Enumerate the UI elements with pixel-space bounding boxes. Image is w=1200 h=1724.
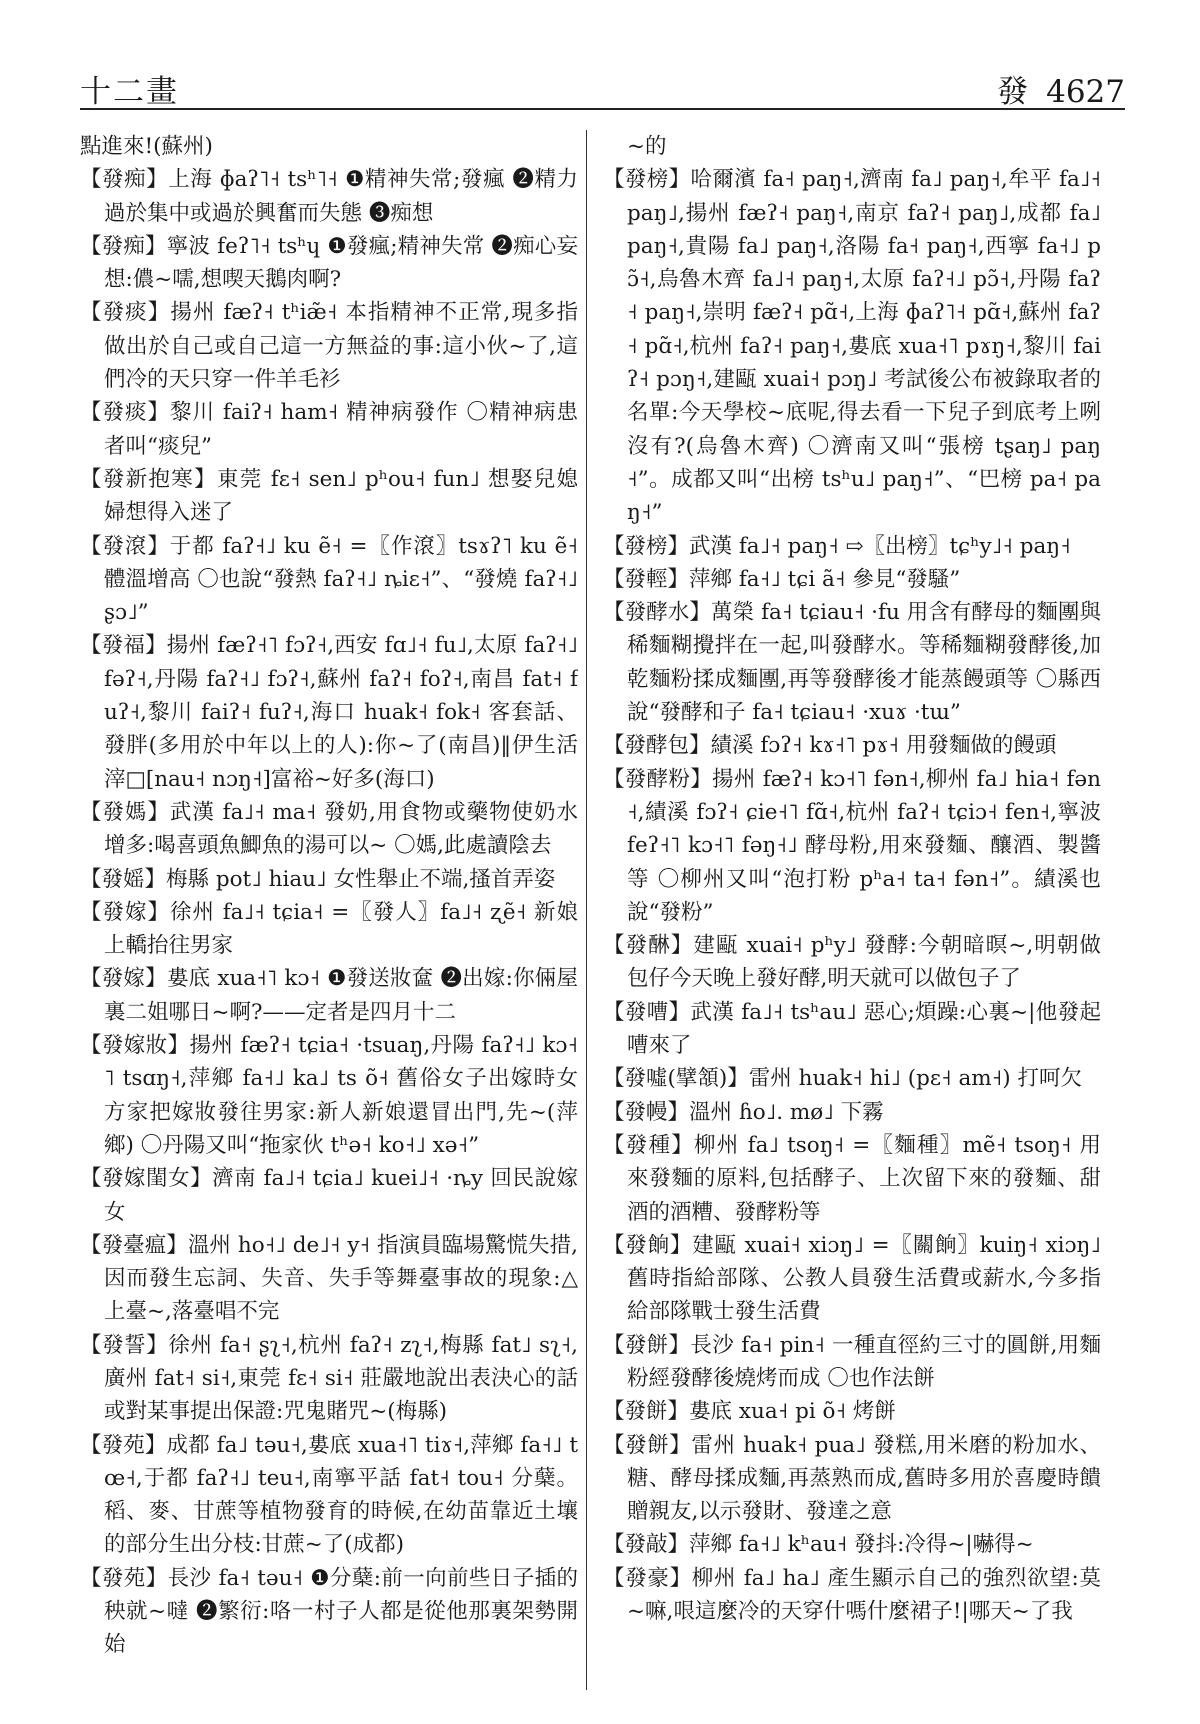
- dictionary-entry: [80, 163, 578, 230]
- left-column: [80, 130, 578, 1700]
- entry-headword: 【發幔】: [603, 1099, 690, 1125]
- entry-definition: 揚州 fæʔ˧˥ fɔʔ˧,西安 fɑ˩˧ fu˩,太原 faʔ˧˩ fəʔ˧,丹陽 faʔ˧˩ fɔʔ˧,蘇州 faʔ˧ foʔ˧,南昌 fat˧ fuʔ˧,黎川 faiʔ˧ fuʔ˧,海口 huak˧ fok˧ 客套話、發胖(多用於中年以上的人):你~了(南昌)‖伊生活滓□[nau˧ nɔŋ˧]富裕~好多(海口): [104, 633, 578, 792]
- dictionary-entry: [603, 163, 1101, 529]
- entry-definition: 點進來!(蘇州): [80, 134, 213, 159]
- entry-definition: 揚州 fæʔ˧ tʰiæ̃˧ 本指精神不正常,現多指做出於自己或自己這一方無益的事:這小伙~了,這們冷的天只穿一件羊毛衫: [104, 300, 578, 393]
- entry-definition: 溫州 ho˧˩ de˩˧ y˧ 指演員臨場驚慌失措,因而發生忘詞、失音、失手等舞臺事故的現象:△上臺~,落臺唱不完: [104, 1232, 578, 1325]
- entry-definition: 梅縣 pot˩ hiau˩ 女性舉止不端,搔首弄姿: [166, 866, 556, 892]
- entry-headword: 【發滾】: [80, 533, 170, 559]
- entry-headword: 【發酵水】: [603, 600, 711, 626]
- right-column: [603, 130, 1101, 1700]
- dictionary-entry: [80, 396, 578, 463]
- entry-headword: 【發嫁閨女】: [80, 1166, 213, 1192]
- dictionary-entry: [603, 1329, 1101, 1396]
- entry-headword: 【發臺瘟】: [80, 1232, 188, 1258]
- entry-definition: 柳州 fa˩ tsoŋ˧ =〖麵種〗mẽ˧ tsoŋ˧ 用來發麵的原料,包括酵子、上次留下來的發麵、甜酒的酒糟、發酵粉等: [627, 1132, 1101, 1225]
- entry-definition: 寧波 feʔ˥˧ tsʰɥ ❶發瘋;精神失常 ❷痴心妄想:儂~嚅,想喫天鵝肉啊?: [104, 233, 578, 293]
- dictionary-entry: [603, 1395, 1101, 1428]
- entry-definition: 東莞 fɛ˧ sen˩ pʰou˧ fun˩ 想娶兒媳婦想得入迷了: [104, 466, 578, 526]
- entry-definition: 濟南 fa˩˧ tɕia˩ kuei˩˧ ·ȵy 回民說嫁女: [104, 1166, 578, 1225]
- dictionary-entry: [603, 563, 1101, 596]
- entry-headword: 【發豪】: [603, 1565, 692, 1591]
- entry-headword: 【發榜】: [603, 533, 690, 559]
- dictionary-entry: [603, 996, 1101, 1063]
- entry-headword: 【發新抱寒】: [80, 466, 217, 492]
- entry-headword: 【發輕】: [603, 566, 690, 592]
- page-label: [997, 66, 1125, 111]
- page-number: 4627: [1046, 74, 1125, 110]
- entry-headword: 【發苑】: [80, 1565, 168, 1591]
- entry-headword: 【發嘈】: [603, 999, 691, 1025]
- entry-headword: 【發嫁妝】: [80, 1033, 190, 1059]
- entry-definition: 婁底 xua˧ pi õ˧ 烤餅: [689, 1399, 896, 1425]
- entry-headword: 【發苑】: [80, 1432, 167, 1458]
- entry-headword: 【發酵包】: [603, 733, 711, 759]
- dictionary-entry: [80, 230, 578, 297]
- entry-definition: 柳州 fa˩ ha˩ 產生顯示自己的強烈欲望:莫~嘛,哏這麼冷的天穿什嗎什麼裙子!|哪天~了我: [627, 1565, 1101, 1625]
- entry-headword: 【發酵粉】: [603, 766, 713, 792]
- dictionary-entry: [603, 1129, 1101, 1229]
- dictionary-entry: [603, 929, 1101, 996]
- dictionary-entry: [80, 796, 578, 863]
- entry-definition: 成都 fa˩ təu˧,婁底 xua˧˥ tiɤ˧,萍鄉 fa˧˩ tœ˧,于都 faʔ˧˩ teu˧,南寧平話 fat˧ tou˧ 分蘖。稻、麥、甘蔗等植物發育的時候,在幼苗靠近土壤的部分生出分枝:甘蔗~了(成都): [104, 1432, 578, 1558]
- dictionary-entry: [603, 530, 1101, 563]
- entry-definition: 長沙 fa˧ pin˧ 一種直徑約三寸的圓餅,用麵粉經發酵後燒烤而成 〇也作法餅: [627, 1332, 1101, 1391]
- entry-definition: 萬榮 fa˧ tɕiau˧ ·fu 用含有酵母的麵團與稀麵糊攪拌在一起,叫發酵水。等稀麵糊發酵後,加乾麵粉揉成麵團,再等發酵後才能蒸饅頭等 〇縣西說“發酵和子 fa˧ tɕiau˧ ·xuɤ ·tɯ”: [627, 600, 1101, 726]
- entry-headword: 【發種】: [603, 1132, 695, 1158]
- entry-headword: 【發痴】: [80, 233, 167, 259]
- dictionary-entry: [80, 896, 578, 963]
- dictionary-entry: [80, 530, 578, 630]
- entry-headword: 【發痴】: [80, 167, 169, 193]
- page-header: [80, 66, 1125, 110]
- entry-definition: 徐州 fa˩˧ tɕia˧ =〖發人〗fa˩˧ ʐẽ˧ 新娘上轎抬往男家: [104, 899, 578, 959]
- entry-definition: 武漢 fa˩˧ paŋ˧ ⇨〖出榜〗tɕʰy˩˧ paŋ˧: [689, 533, 1071, 559]
- entry-definition: 建甌 xuai˧ pʰy˩ 發酵:今朝暗暝~,明朝做包仔今天晚上發好酵,明天就可以做包子了: [627, 933, 1101, 992]
- entry-definition: 雷州 huak˧ pua˩ 發糕,用米磨的粉加水、糖、酵母揉成麵,再蒸熟而成,舊時多用於喜慶時饋贈親友,以示發財、發達之意: [627, 1432, 1101, 1525]
- entry-headword: 【發誓】: [80, 1332, 169, 1358]
- entry-definition: 建甌 xuai˧ xiɔŋ˩ =〖關餉〗kuiŋ˧ xiɔŋ˩ 舊時指給部隊、公教人員發生活費或薪水,今多指給部隊戰士發生活費: [627, 1232, 1101, 1325]
- dictionary-entry: [80, 629, 578, 795]
- dictionary-entry: [80, 863, 578, 896]
- entry-definition: 揚州 fæʔ˧ kɔ˧˥ fən˧,柳州 fa˩ hia˧ fən˧,績溪 fɔʔ˧ ɕie˧˥ fɑ̃˧,杭州 faʔ˧ tɕiɔ˧ fen˧,寧波 feʔ˧˥ kɔ˧˥ fəŋ˧˩ 酵母粉,用來發麵、釀酒、製醬等 〇柳州又叫“泡打粉 pʰa˧ ta˧ fən˧”。績溪也說“發粉”: [627, 766, 1101, 925]
- dictionary-entry: [603, 1062, 1101, 1095]
- dictionary-entry: [80, 1162, 578, 1229]
- dictionary-entry: [603, 1528, 1101, 1561]
- dictionary-entry: [603, 729, 1101, 762]
- entry-definition: 黎川 faiʔ˧ ham˧ 精神病發作 〇精神病患者叫“痰兒”: [104, 400, 578, 459]
- dictionary-entry: [80, 296, 578, 396]
- entry-headword: 【發嫁】: [80, 966, 167, 992]
- entry-definition: 績溪 fɔʔ˧ kɤ˧˥ pɤ˧ 用發麵做的饅頭: [710, 733, 1057, 759]
- entry-definition: 徐州 fa˧ ʂʅ˧,杭州 faʔ˧ zʅ˧,梅縣 fat˩ sʅ˧,廣州 fat˧ si˧,東莞 fɛ˧ si˧ 莊嚴地說出表決心的話或對某事提出保證:咒鬼賭咒~(梅縣): [104, 1332, 578, 1425]
- entry-headword: 【發福】: [80, 633, 167, 659]
- head-character: 發: [997, 74, 1029, 110]
- dictionary-entry: [80, 1229, 578, 1329]
- dictionary-entry: [603, 1096, 1101, 1129]
- entry-definition: 萍鄉 fa˧˩ tɕi ã˧ 參見“發騷”: [689, 566, 961, 592]
- entry-headword: 【發痰】: [80, 300, 171, 326]
- entry-headword: 【發餅】: [603, 1332, 691, 1358]
- entry-headword: 【發痰】: [80, 400, 171, 426]
- section-title: 十二畫: [80, 74, 179, 110]
- dictionary-entry: [80, 1429, 578, 1562]
- entry-definition: 雷州 huak˧ hi˩ (pɛ˧ am˧) 打呵欠: [748, 1066, 1083, 1092]
- entry-definition: 溫州 ɦo˩. mø˩ 下霧: [689, 1099, 884, 1125]
- entry-headword: 【發榜】: [603, 167, 691, 193]
- entry-definition: 武漢 fa˩˧ ma˧ 發奶,用食物或藥物使奶水增多:喝喜頭魚鯽魚的湯可以~ 〇媽,此處讀陰去: [104, 799, 578, 859]
- entry-headword: 【發餅】: [603, 1432, 692, 1458]
- entry-definition: 上海 ɸaʔ˥˧ tsʰ˥˧ ❶精神失常;發瘋 ❷精力過於集中或過於興奮而失態 ❸痴想: [104, 167, 578, 226]
- dictionary-entry: [603, 763, 1101, 929]
- entry-definition: 婁底 xua˧˥ kɔ˧ ❶發送妝奩 ❷出嫁:你倆屋裏二姐哪日~啊?——定者是四月十二: [104, 966, 578, 1025]
- dictionary-entry: [603, 1229, 1101, 1329]
- entry-definition: 哈爾濱 fa˧ paŋ˧,濟南 fa˩ paŋ˧,牟平 fa˩˧ paŋ˩,揚州 fæʔ˧ paŋ˧,南京 faʔ˧ paŋ˩,成都 fa˩ paŋ˧,貴陽 fa˩ paŋ˧,洛陽 fa˧ paŋ˧,西寧 fa˧˩ pɔ̃˧,烏魯木齊 fa˩˧ paŋ˧,太原 faʔ˧˩ pɔ̃˧,丹陽 faʔ˧ paŋ˧,崇明 fæʔ˧ pɑ̃˧,上海 ɸaʔ˥˧ pɑ̃˧,蘇州 faʔ˧ pɑ̃˧,杭州 faʔ˧ paŋ˧,婁底 xua˧˥ pɤŋ˧,黎川 faiʔ˧ pɔŋ˧,建甌 xuai˧ pɔŋ˩ 考試後公布被錄取者的名單:今天學校~底呢,得去看一下兒子到底考上咧沒有?(烏魯木齊) 〇濟南又叫“張榜 tʂaŋ˩ paŋ˧”。成都又叫“出榜 tsʰu˩ paŋ˧”、“巴榜 pa˧ paŋ˧”: [627, 167, 1101, 526]
- entry-headword: 【發嫁】: [80, 899, 170, 925]
- entry-headword: 【發餅】: [603, 1399, 690, 1425]
- dictionary-entry: [80, 1029, 578, 1162]
- entry-headword: 【發醂】: [603, 933, 694, 959]
- dictionary-entry: [603, 1429, 1101, 1529]
- entry-definition: ~的: [627, 134, 667, 159]
- entry-headword: 【發敲】: [603, 1532, 690, 1558]
- dictionary-entry: [603, 130, 1101, 163]
- dictionary-entry: [603, 1562, 1101, 1629]
- entry-headword: 【發噓(擘頷)】: [603, 1066, 749, 1092]
- dictionary-entry: [603, 596, 1101, 729]
- entry-definition: 長沙 fa˧ təu˧ ❶分蘖:前一向前些日子插的秧就~噠 ❷繁衍:咯一村子人都是從他那裏架勢開始: [104, 1565, 578, 1658]
- dictionary-entry: [80, 1562, 578, 1662]
- entry-headword: 【發媱】: [80, 866, 167, 892]
- header-rule: [80, 108, 1125, 110]
- entry-headword: 【發餉】: [603, 1232, 693, 1258]
- column-divider: [586, 130, 587, 1690]
- entry-definition: 武漢 fa˩˧ tsʰau˩ 惡心;煩躁:心裏~|他發起嘈來了: [627, 999, 1101, 1059]
- dictionary-entry: [80, 1329, 578, 1429]
- entry-definition: 萍鄉 fa˧˩ kʰau˧ 發抖:冷得~|嚇得~: [689, 1532, 1034, 1558]
- entry-definition: 揚州 fæʔ˧ tɕia˧ ·tsuaŋ,丹陽 faʔ˧˩ kɔ˧˥ tsɑŋ˧,萍鄉 fa˧˩ ka˩ ts õ˧ 舊俗女子出嫁時女方家把嫁妝發往男家:新人新娘還冒出門,先~(萍鄉) 〇丹陽又叫“拖家伙 tʰə˧ ko˧˩ xə˧”: [104, 1033, 578, 1158]
- entry-headword: 【發媽】: [80, 799, 170, 825]
- dictionary-entry: [80, 463, 578, 530]
- dictionary-entry: [80, 962, 578, 1029]
- dictionary-entry: [80, 130, 578, 163]
- entry-definition: 于都 faʔ˧˩ ku ẽ˧ =〖作滾〗tsɤʔ˥ ku ẽ˧ 體溫增高 〇也說“發熱 faʔ˧˩ ȵiɛ˧”、“發燒 faʔ˧˩ ʂɔ˩”: [104, 533, 578, 626]
